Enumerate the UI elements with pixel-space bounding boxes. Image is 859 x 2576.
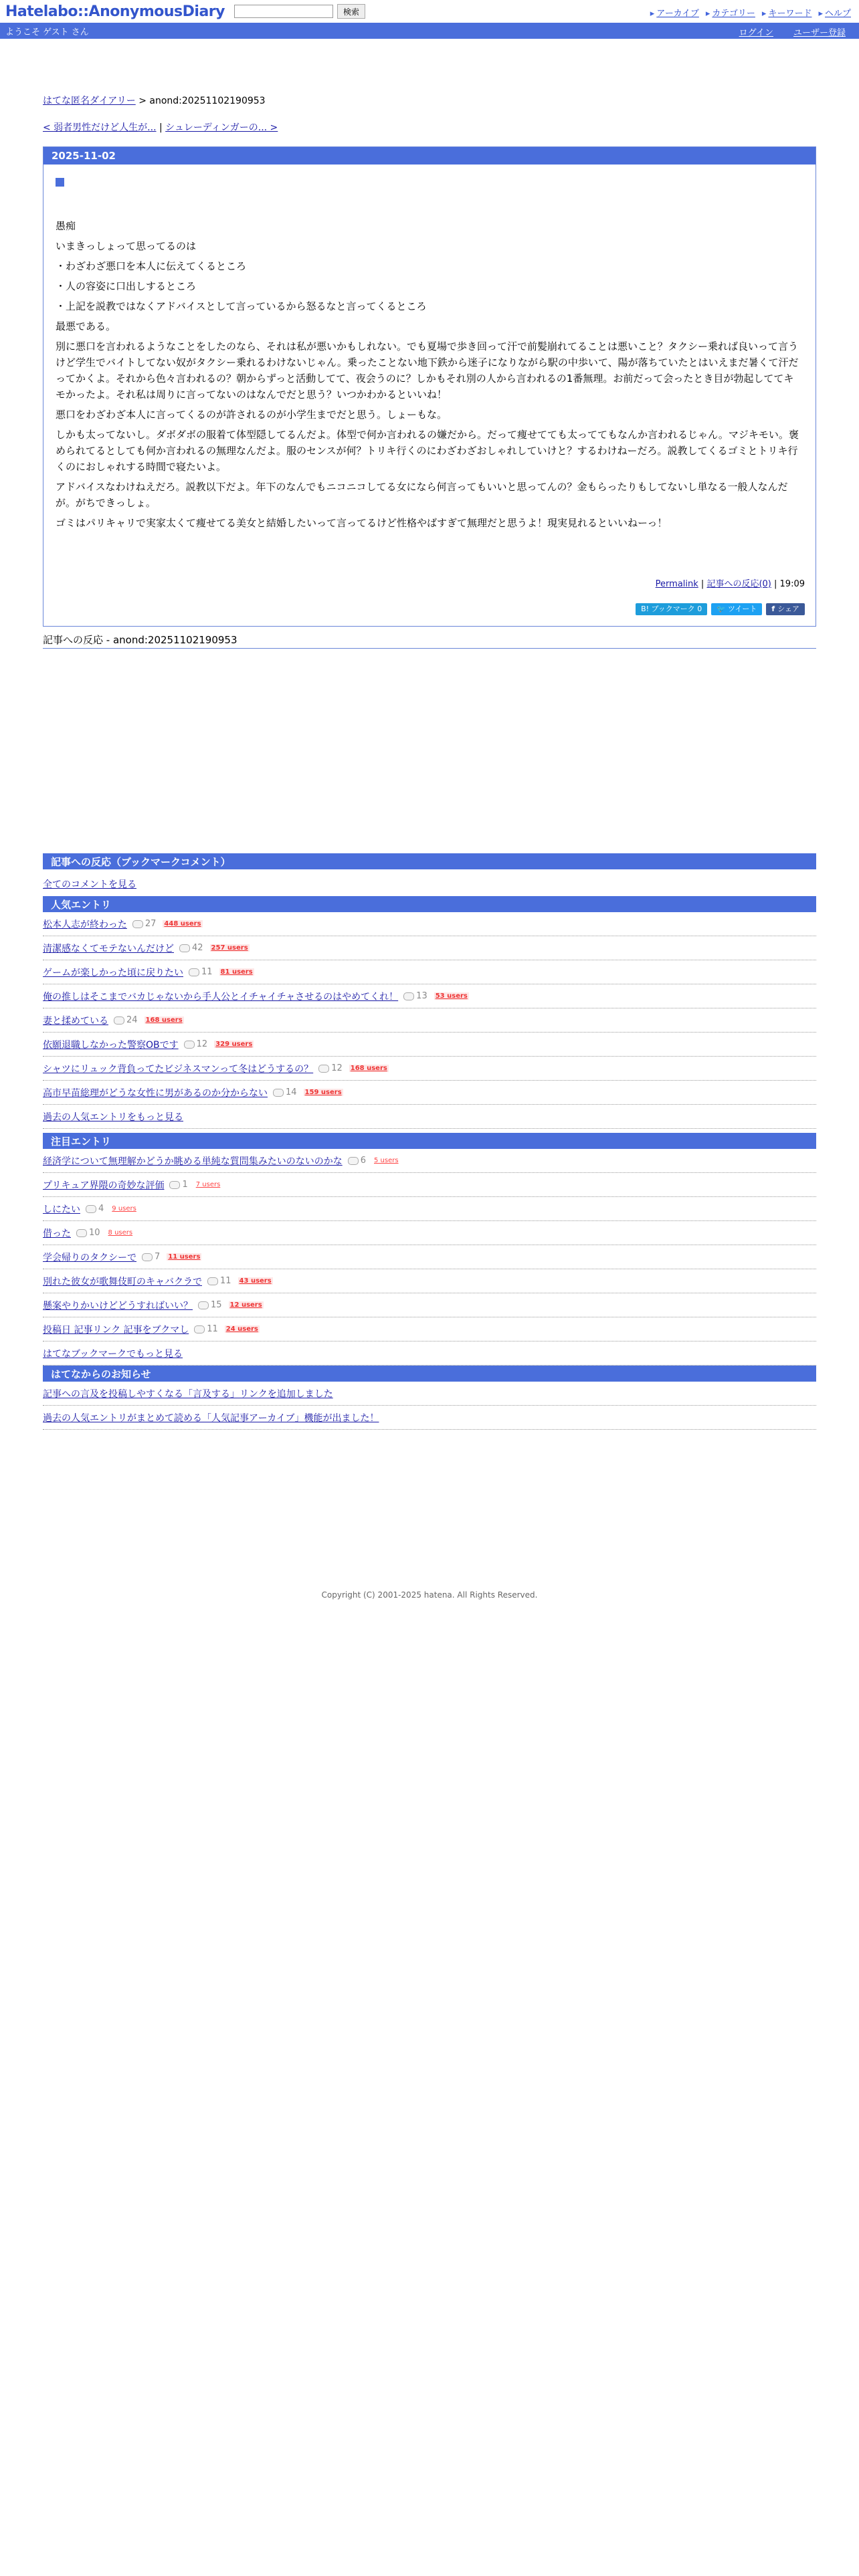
- site-logo[interactable]: Hatelabo::AnonymousDiary: [5, 3, 225, 20]
- comment-bubble-icon: [142, 1253, 153, 1261]
- bookmark-users-badge[interactable]: 11 users: [168, 1253, 201, 1261]
- breadcrumb-separator: >: [138, 96, 147, 106]
- notice-item: [43, 1406, 816, 1430]
- comment-count: 6: [348, 1156, 366, 1166]
- facebook-icon: f: [771, 605, 775, 613]
- list-item: [43, 1197, 816, 1221]
- comment-count: 42: [179, 943, 203, 953]
- bookmark-users-badge[interactable]: 43 users: [239, 1277, 272, 1285]
- entry-title-link[interactable]: 経済学について無理解かどうか眺める単純な質問集みたいのないのかな: [43, 1156, 343, 1167]
- comment-bubble-icon: [318, 1065, 329, 1073]
- notices-heading: はてなからのお知らせ: [43, 1366, 816, 1382]
- list-item: [43, 1149, 816, 1173]
- list-item: [43, 1105, 816, 1129]
- comment-count: 24: [114, 1015, 138, 1025]
- entry-paragraph: 最悪である。: [56, 320, 116, 332]
- all-comments-link[interactable]: 全てのコメントを見る: [43, 879, 136, 890]
- entry-title-link[interactable]: 懸案やりかいけどどうすればいい？: [43, 1300, 193, 1311]
- bookmark-users-badge[interactable]: 257 users: [211, 944, 248, 952]
- welcome-bar: [0, 23, 859, 39]
- comment-bubble-icon: [114, 1016, 124, 1025]
- list-item: [43, 936, 816, 960]
- bookmark-users-badge[interactable]: 8 users: [108, 1229, 133, 1237]
- list-item: [43, 1173, 816, 1197]
- twitter-icon: 🐦: [717, 605, 726, 613]
- bookmark-users-badge[interactable]: 9 users: [112, 1205, 136, 1212]
- comment-count: 27: [132, 919, 157, 929]
- breadcrumb-home[interactable]: はてな匿名ダイアリー: [43, 96, 136, 106]
- breadcrumb-current: anond:20251102190953: [149, 96, 266, 106]
- entry-title-link[interactable]: 松本人志が終わった: [43, 919, 127, 930]
- comment-count: 11: [194, 1324, 218, 1334]
- prev-next-nav: [43, 120, 278, 134]
- next-entry-link[interactable]: シュレーディンガーの... >: [165, 122, 278, 133]
- comment-count: 11: [189, 967, 213, 977]
- entry-paragraph: 悪口をわざわざ本人に言ってくるのが許されるのが小学生までだと思う。しょーもな。: [56, 409, 448, 421]
- bookmark-users-badge[interactable]: 329 users: [215, 1041, 253, 1048]
- list-item: [43, 1057, 816, 1081]
- share-buttons: [636, 603, 805, 615]
- bookmark-users-badge[interactable]: 7 users: [195, 1181, 221, 1188]
- list-item: [43, 1293, 816, 1317]
- entry-title-link[interactable]: 高市早苗総理がどうな女性に男があるのか分からない: [43, 1087, 268, 1099]
- entry-paragraph: いまきっしょって思ってるのは: [56, 240, 197, 252]
- entry-title-link[interactable]: 借った: [43, 1228, 71, 1239]
- notice-link[interactable]: 記事への言及を投稿しやすくなる「言及する」リンクを追加しました: [43, 1388, 333, 1400]
- reactions-link[interactable]: 記事への反応(0): [706, 579, 771, 589]
- popular-more-link[interactable]: 過去の人気エントリをもっと見る: [43, 1111, 183, 1123]
- entry-date: 2025-11-02: [43, 147, 816, 165]
- featured-entries-list: [43, 1149, 816, 1366]
- tweet-button[interactable]: [711, 603, 762, 615]
- list-item: [43, 984, 816, 1008]
- comment-bubble-icon: [273, 1089, 284, 1097]
- copyright-footer: Copyright (C) 2001-2025 hatena. All Rights Reserved.: [321, 1590, 538, 1600]
- top-nav: [650, 6, 851, 19]
- comment-count: 4: [86, 1204, 104, 1214]
- entry-paragraph: しかも太ってないし。ダボダボの服着て体型隠してるんだよ。体型で何か言われるの嫌だから。だって痩せてても太っててもなんか言われるじゃん。マジキモい。褒められてるとしても何か言われるの無理なんだよ。服のセンスが何？トリキ行くのにわざわざおしゃれしていけと？するわけねーだろ。説教してくるゴミとトリキ行くのにおしゃれする時間で寝たいよ。: [56, 429, 799, 473]
- list-item: [43, 1245, 816, 1269]
- entry-paragraph: ・人の容姿に口出しするところ: [56, 280, 197, 292]
- entry-title-link[interactable]: シャツにリュック背負ってたビジネスマンって冬はどうするの？: [43, 1063, 314, 1075]
- prev-entry-link[interactable]: < 弱者男性だけど人生が...: [43, 122, 157, 133]
- entry-title-link[interactable]: 妻と揉めている: [43, 1015, 108, 1027]
- nav-help[interactable]: ▸ ヘルプ: [818, 6, 851, 19]
- facebook-share-button[interactable]: [766, 603, 805, 615]
- bookmark-users-badge[interactable]: 159 users: [304, 1089, 342, 1096]
- entry-title-link[interactable]: しにたい: [43, 1204, 80, 1215]
- sidebar-sections: [43, 853, 816, 1430]
- list-item: [43, 1081, 816, 1105]
- bookmark-users-badge[interactable]: 81 users: [220, 968, 253, 976]
- permalink[interactable]: Permalink: [655, 579, 698, 589]
- notice-link[interactable]: 過去の人気エントリがまとめて読める「人気記事アーカイブ」機能が出ました！: [43, 1412, 379, 1424]
- bookmark-users-badge[interactable]: 168 users: [350, 1065, 387, 1072]
- comment-bubble-icon: [207, 1277, 218, 1285]
- bookmark-comments-heading: 記事への反応（ブックマークコメント）: [43, 853, 816, 869]
- entry-title-link[interactable]: 別れた彼女が歌舞伎町のキャバクラで: [43, 1276, 202, 1287]
- entry-time: 19:09: [779, 579, 805, 589]
- entry-paragraph: アドバイスなわけねえだろ。説教以下だよ。年下のなんでもニコニコしてる女になら何言ってもいいと思ってんの？金もらったりもしてないし単なる一般人なんだが。がちできっしょ。: [56, 481, 788, 509]
- featured-entries-heading: 注目エントリ: [43, 1133, 816, 1149]
- list-item: [43, 1221, 816, 1245]
- comment-count: 10: [76, 1228, 100, 1238]
- entry-paragraph: ・上記を説教ではなくアドバイスとして言っているから怒るなと言ってくるところ: [56, 300, 427, 312]
- entry-title-link[interactable]: ゲームが楽しかった頃に戻りたい: [43, 967, 183, 978]
- popular-entries-heading: 人気エントリ: [43, 896, 816, 912]
- tweet-label: ツイート: [727, 605, 757, 613]
- comment-bubble-icon: [189, 968, 199, 976]
- entry-paragraph: 愚痴: [56, 220, 76, 232]
- comment-count: 12: [318, 1063, 343, 1073]
- comment-bubble-icon: [169, 1181, 180, 1189]
- search-button[interactable]: 検索: [337, 4, 365, 19]
- featured-more-link[interactable]: はてなブックマークでもっと見る: [43, 1348, 183, 1360]
- breadcrumb: [43, 94, 266, 107]
- entry-title-link[interactable]: プリキュア界隈の奇妙な評価: [43, 1180, 165, 1191]
- list-item: [43, 1341, 816, 1366]
- search-input[interactable]: [234, 5, 333, 18]
- list-item: [43, 912, 816, 936]
- popular-entries-list: [43, 912, 816, 1129]
- bookmark-users-badge[interactable]: 53 users: [435, 992, 468, 1000]
- top-bar: [0, 0, 859, 23]
- entry-body: [43, 165, 816, 540]
- comment-count: 14: [273, 1087, 297, 1097]
- hatena-bookmark-button[interactable]: B! ブックマーク 0: [636, 603, 707, 615]
- entry-title-link[interactable]: 俺の推しはそこまでバカじゃないから手人公とイチャイチャさせるのはやめてくれ！: [43, 991, 399, 1002]
- facebook-share-label: シェア: [777, 605, 799, 613]
- bookmark-users-badge[interactable]: 448 users: [164, 920, 201, 928]
- comment-bubble-icon: [179, 944, 190, 952]
- comment-bubble-icon: [86, 1205, 96, 1213]
- comment-count: 1: [169, 1180, 187, 1190]
- comment-bubble-icon: [403, 992, 414, 1000]
- entry-title-link[interactable]: 依願退職しなかった警察OBです: [43, 1039, 179, 1051]
- list-item: [43, 1033, 816, 1057]
- entry-paragraph: ・わざわざ悪口を本人に伝えてくるところ: [56, 260, 247, 272]
- nav-archive[interactable]: ▸ アーカイブ: [650, 6, 699, 19]
- entry-paragraph: ゴミはパリキャリで実家太くて痩せてる美女と結婚したいって言ってるけど性格やばすぎて無理だと思うよ！現実見れるといいねーっ！: [56, 517, 668, 529]
- reactions-heading: 記事への反応 - anond:20251102190953: [43, 633, 816, 649]
- bookmark-users-badge[interactable]: 12 users: [229, 1301, 262, 1309]
- comment-bubble-icon: [76, 1229, 87, 1237]
- entry-paragraph: 別に悪口を言われるようなことをしたのなら、それは私が悪いかもしれない。でも夏場で歩き回って汗で前髪崩れてることは悪いこと？タクシー乗れば良いって言うけど学生でバイトしてない奴がタクシー乗れるわけないじゃん。乗ったことない地下鉄から迷子になりながら駅の中歩いて、陽が落ちていたとはいえまだ暑くて汗だってかくよ。それから色々言われるの？朝からずっと活動してて、夜会うのに？しかもそれ別の人から言われるの1番無理。お前だって会ったとき目が勃起しててキモかったよ。それ私は周りに言ってないのはなんでだと思う？いつかわかるといいね！: [56, 340, 799, 401]
- comment-bubble-icon: [348, 1157, 359, 1165]
- comment-bubble-icon: [198, 1301, 209, 1309]
- bookmark-users-badge[interactable]: 24 users: [225, 1325, 258, 1333]
- entry-title-link[interactable]: 清潔感なくてモテないんだけど: [43, 943, 174, 954]
- welcome-text: ようこそ ゲスト さん: [5, 27, 89, 37]
- comment-count: 12: [184, 1039, 208, 1049]
- register-link[interactable]: ユーザー登録: [793, 28, 846, 38]
- diary-entry: [43, 146, 816, 627]
- comment-count: 7: [142, 1252, 160, 1262]
- nav-category[interactable]: ▸ カテゴリー: [706, 6, 755, 19]
- bookmark-users-badge[interactable]: 168 users: [145, 1016, 183, 1024]
- nav-keyword[interactable]: ▸ キーワード: [762, 6, 812, 19]
- prev-next-separator: |: [156, 122, 166, 133]
- comment-count: 11: [207, 1276, 231, 1286]
- list-item: [43, 1317, 816, 1341]
- entry-title-link[interactable]: 投稿日 記事リンク 記事をブクマし: [43, 1324, 189, 1335]
- comment-bubble-icon: [184, 1041, 195, 1049]
- comment-count: 13: [403, 991, 427, 1001]
- list-item: [43, 960, 816, 984]
- list-item: [43, 1008, 816, 1033]
- comment-bubble-icon: [132, 920, 143, 928]
- login-link[interactable]: ログイン: [739, 28, 773, 38]
- bookmark-users-badge[interactable]: 5 users: [374, 1157, 399, 1164]
- entry-anchor-icon[interactable]: [56, 178, 64, 187]
- notice-item: [43, 1382, 816, 1406]
- list-item: [43, 1269, 816, 1293]
- comment-bubble-icon: [194, 1325, 205, 1333]
- entry-footer: Permalink | 記事への反応(0) | 19:09: [655, 579, 805, 589]
- comment-count: 15: [198, 1300, 222, 1310]
- entry-title-link[interactable]: 学会帰りのタクシーで: [43, 1252, 136, 1263]
